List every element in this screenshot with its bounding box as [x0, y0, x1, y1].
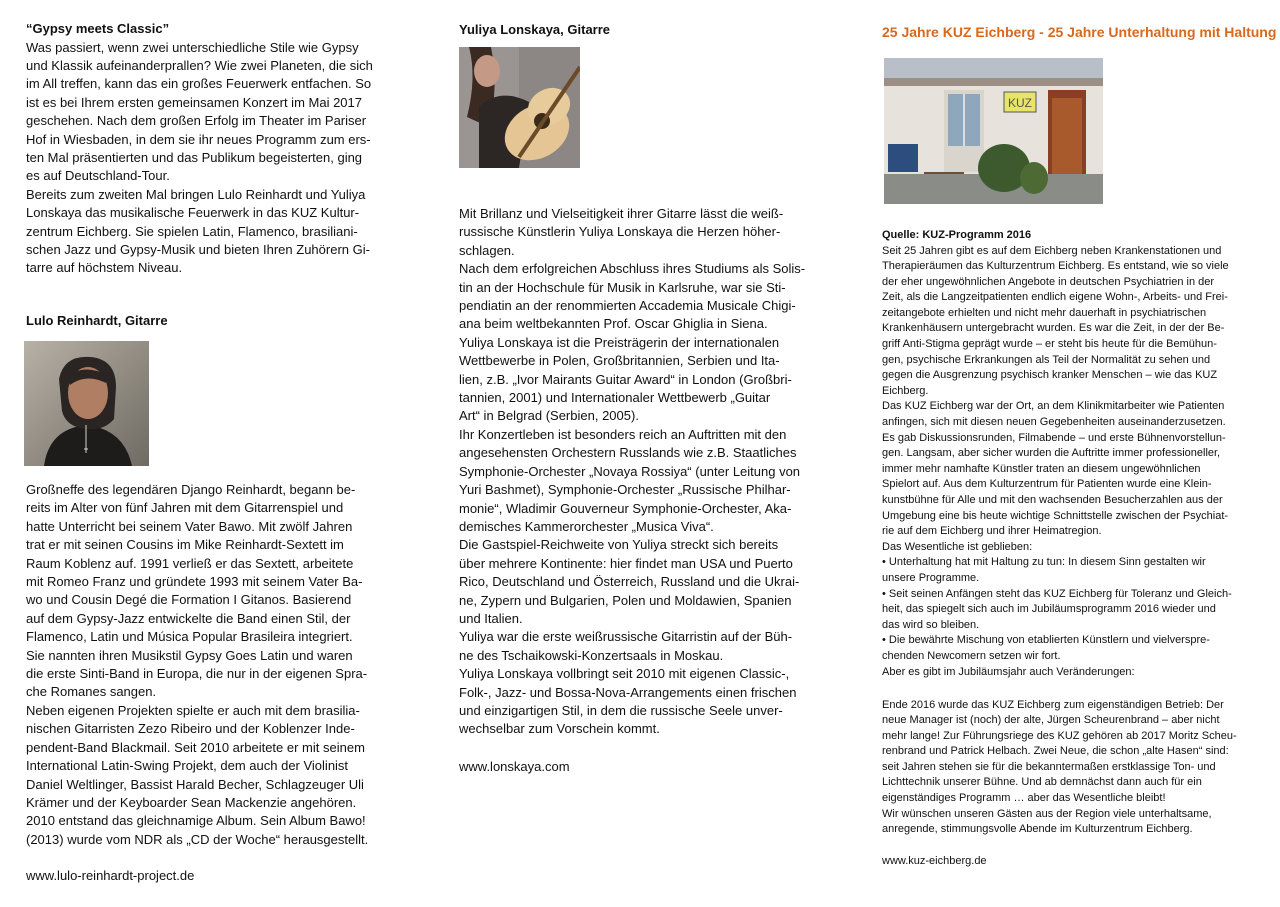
text-line: 2010 entstand das gleichnamige Album. Sein Album Bawo! — [26, 813, 366, 829]
lulo-website-link[interactable]: www.lulo-reinhardt-project.de — [26, 868, 195, 883]
text-line: Was passiert, wenn zwei unterschiedliche Stile wie Gypsy — [26, 39, 359, 55]
text-line: zentrum Eichberg. Sie spielen Latin, Flamenco, brasiliani- — [26, 223, 358, 239]
intro-paragraph — [26, 39, 406, 278]
text-line: trat er mit seinen Cousins im Mike Reinhardt-Sextett im — [26, 537, 344, 553]
text-line: Das Wesentliche ist geblieben: — [882, 540, 1033, 553]
text-line: und einzigartigen Stil, in dem die russische Seele unver- — [459, 702, 783, 718]
text-line: anfingen, sich mit diesen neuen Gegebenheiten auseinanderzusetzen. — [882, 416, 1226, 429]
text-line: kunstbühne für Alle und mit den wachsenden Besucherzahlen aus der — [882, 494, 1223, 506]
text-line: Rico, Deutschland und Österreich, Russland und die Ukrai- — [459, 574, 800, 590]
text-line: Lonskaya das musikalische Feuerwerk in das KUZ Kultur- — [26, 205, 360, 221]
text-line: pendiatin an der renommierten Accademia Musicale Chigi- — [459, 298, 796, 314]
text-line: Ende 2016 wurde das KUZ Eichberg zum eigenständigen Betrieb: Der — [882, 698, 1224, 711]
text-line: Daniel Weltlinger, Bassist Harald Becher, Schlagzeuger Uli — [26, 776, 364, 792]
text-line: Es gab Diskussionsrunden, Filmabende – und erste Bühnenvorstellun- — [882, 431, 1226, 444]
text-line: Das KUZ Eichberg war der Ort, an dem Klinikmitarbeiter wie Patienten — [882, 400, 1225, 413]
text-line: Yuliya war die erste weißrussische Gitarristin auf der Büh- — [459, 629, 793, 645]
text-line: Ihr Konzertleben ist besonders reich an Auftritten mit den — [459, 426, 787, 442]
text-line: im All treffen, kann das ein großes Feuerwerk entfachen. So — [26, 76, 372, 92]
text-line: hatte Unterricht bei seinem Vater Bawo. Mit zwölf Jahren — [26, 518, 353, 534]
text-line: tannien, 2001) und Internationaler Wettbewerb „Guitar — [459, 390, 771, 406]
text-line: gegen die Ausgrenzung psychisch kranker Menschen – wie das KUZ — [882, 369, 1218, 382]
text-line: Art“ in Belgrad (Serbien, 2005). — [459, 408, 639, 424]
text-line: neue Manager ist (noch) der alte, Jürgen Scheurenbrand – aber nicht — [882, 714, 1220, 727]
text-line: mit Romeo Franz und gründete 1993 mit seinem Vater Ba- — [26, 574, 363, 590]
text-line: ten Mal präsentierten und das Publikum begeisterten, ging — [26, 149, 363, 165]
heading-gypsy-meets-classic: “Gypsy meets Classic” — [26, 21, 170, 36]
text-line: ne, Zypern und Bulgarien, Polen und Moldawien, Spanien — [459, 592, 792, 608]
text-line: tarre auf höchstem Niveau. — [26, 260, 183, 276]
text-line: demisches Kammerorchester „Musica Viva“. — [459, 518, 714, 534]
text-line: zeitangebote erhielten und nicht mehr dauerhaft in psychiatrischen — [882, 306, 1207, 319]
text-line: es auf Deutschland-Tour. — [26, 168, 170, 184]
text-line: heit, das spiegelt sich auch im Jubiläumsprogramm 2016 wieder und — [882, 603, 1216, 616]
text-line: reits im Alter von fünf Jahren mit dem Gitarrenspiel und — [26, 500, 344, 516]
text-line: Yuliya Lonskaya vollbringt seit 2010 mit eigenen Classic-, — [459, 666, 790, 682]
text-line: das wird so bleiben. — [882, 618, 980, 631]
lulo-reinhardt-photo — [24, 341, 149, 466]
text-line: Seit 25 Jahren gibt es auf dem Eichberg neben Krankenstationen und — [882, 244, 1222, 257]
text-line: Therapieräumen das Kulturzentrum Eichberg. Es entstand, wie so viele — [882, 260, 1229, 273]
text-line: Wettbewerbe in Polen, Großbritannien, Serbien und Ita- — [459, 353, 780, 369]
text-line: Großneffe des legendären Django Reinhardt, begann be- — [26, 482, 356, 497]
text-line: russische Künstlerin Yuliya Lonskaya die Herzen höher- — [459, 224, 781, 240]
text-line: che Romanes sangen. — [26, 684, 157, 700]
text-line: immer mehr namhafte Künstler traten an diesem ungewöhnlichen — [882, 462, 1201, 475]
kuz-title: 25 Jahre KUZ Eichberg - 25 Jahre Unterhaltung mit Haltung — [882, 24, 1277, 40]
text-line: griff Anti-Stigma geprägt wurde – er steht bis heute für die Bemühun- — [882, 338, 1217, 351]
text-line: • Seit seinen Anfängen steht das KUZ Eichberg für Toleranz und Gleich- — [882, 587, 1232, 600]
text-line: Lichttechnik unserer Bühne. Und ab demnächst dann auch für ein — [882, 776, 1202, 789]
yuliya-lonskaya-photo — [459, 47, 580, 168]
text-line: anregende, stimmungsvolle Abende im Kulturzentrum Eichberg. — [882, 823, 1193, 836]
text-line: gen. Langsam, aber sicher wurden die Auftritte immer professioneller, — [882, 447, 1221, 460]
text-line: eigenständiges Programm … aber das Wesentliche bleibt! — [882, 792, 1166, 805]
text-line: Umgebung eine bis heute wichtige Schnittstelle zwischen der Psychiat- — [882, 509, 1229, 522]
text-line: Aber es gibt im Jubiläumsjahr auch Veränderungen: — [882, 665, 1135, 678]
text-line: Flamenco, Latin und Música Popular Brasileira integriert. — [26, 629, 353, 645]
text-line: chenden Newcomern setzen wir fort. — [882, 649, 1061, 662]
text-line: International Latin-Swing Projekt, dem auch der Violinist — [26, 758, 349, 774]
text-line: geschehen. Nach dem großen Erfolg im Theater im Pariser — [26, 113, 367, 129]
text-line: unsere Programme. — [882, 571, 980, 584]
text-line: gen, psychische Erkrankungen als Teil der Normalität zu sehen und — [882, 353, 1211, 366]
text-line: Symphonie-Orchester „Novaya Rossiya“ (unter Leitung von — [459, 463, 801, 479]
kuz-paragraph-1 — [882, 244, 1277, 681]
text-line: Wir wünschen unseren Gästen aus der Region viele unterhaltsame, — [882, 807, 1212, 820]
text-line: angesehensten Orchestern Russlands wie z.B. Staatliches — [459, 445, 797, 461]
heading-yuliya-lonskaya: Yuliya Lonskaya, Gitarre — [459, 22, 611, 37]
text-line: Mit Brillanz und Vielseitigkeit ihrer Gitarre lässt die weiß- — [459, 206, 784, 221]
text-line: schlagen. — [459, 242, 515, 258]
text-line: ne des Tschaikowski-Konzertsaals in Moskau. — [459, 647, 724, 663]
text-line: Krankenhäusern untergebracht wurden. Es war die Zeit, in der der Be- — [882, 322, 1225, 335]
text-line: renbrand und Patrick Helbach. Zwei Neue, die schon „alte Hasen“ sind: — [882, 745, 1229, 758]
text-line: wo und Cousin Degé die Formation I Gitanos. Basierend — [26, 592, 352, 608]
text-line: (2013) wurde vom NDR als „CD der Woche“ herausgestellt. — [26, 831, 369, 847]
yuliya-website-link[interactable]: www.lonskaya.com — [459, 759, 570, 774]
text-line: ist es bei Ihrem ersten gemeinsamen Konzert im Mai 2017 — [26, 94, 362, 110]
text-line: Bereits zum zweiten Mal bringen Lulo Reinhardt und Yuliya — [26, 186, 366, 202]
heading-lulo-reinhardt: Lulo Reinhardt, Gitarre — [26, 313, 168, 328]
text-line: nischen Gitarristen Zezo Ribeiro und der Koblenzer Inde- — [26, 721, 355, 737]
text-line: der eher ungewöhnlichen Angebote in deutschen Psychiatrien in der — [882, 275, 1215, 288]
text-line: und Klassik aufeinanderprallen? Wie zwei Planeten, die sich — [26, 57, 373, 73]
text-line: schen Jazz und Gypsy-Musik und bieten Ihren Zuhörern Gi- — [26, 241, 370, 257]
text-line: wechselbar zum Vorschein kommt. — [459, 721, 660, 737]
text-line: Krämer und der Keyboarder Sean Mackenzie angehören. — [26, 794, 357, 810]
text-line: die erste Sinti-Band in Europa, die nur in der eigenen Spra- — [26, 666, 368, 682]
text-line: Yuri Bashmet), Symphonie-Orchester „Russische Philhar- — [459, 482, 791, 498]
text-line: • Die bewährte Mischung von etablierten Künstlern und vielverspre- — [882, 634, 1210, 647]
text-line: seit Jahren stehen sie für die bekanntermaßen erstklassige Ton- und — [882, 760, 1216, 773]
text-line: Raum Koblenz auf. 1991 verließ er das Sextett, arbeitete — [26, 555, 354, 571]
kuz-building-photo — [884, 58, 1103, 204]
text-line: lien, z.B. „Ivor Mairants Guitar Award“ in London (Großbri- — [459, 371, 792, 387]
text-line: und Italien. — [459, 610, 523, 626]
text-line: Folk-, Jazz- und Bossa-Nova-Arrangements einen frischen — [459, 684, 797, 700]
text-line: auf dem Gypsy-Jazz entwickelte die Band einen Stil, der — [26, 610, 351, 626]
text-line: Neben eigenen Projekten spielte er auch mit dem brasilia- — [26, 702, 360, 718]
yuliya-bio — [459, 205, 839, 739]
text-line: Spielort auf. Aus dem Kulturzentrum für Patienten wurde eine Klein- — [882, 478, 1212, 491]
kuz-paragraph-2 — [882, 698, 1277, 838]
kuz-source: Quelle: KUZ-Programm 2016 — [882, 229, 1032, 241]
text-line: pendent-Band Blackmail. Seit 2010 arbeitete er mit seinem — [26, 739, 365, 755]
text-line: monie“, Wladimir Gouverneur Symphonie-Orchester, Aka- — [459, 500, 792, 516]
kuz-sign: KUZ — [1008, 96, 1032, 110]
text-line: Die Gastspiel-Reichweite von Yuliya streckt sich bereits — [459, 537, 779, 553]
text-line: Zeit, als die Langzeitpatienten endlich eigene Wohn-, Arbeits- und Frei- — [882, 291, 1228, 304]
text-line: Sie nannten ihren Musikstil Gypsy Goes Latin und waren — [26, 647, 353, 663]
text-line: tin an der Hochschule für Musik in Karlsruhe, war sie Sti- — [459, 279, 786, 295]
text-line: Hof in Wiesbaden, in dem sie ihr neues Programm zum ers- — [26, 131, 371, 147]
text-line: Yuliya Lonskaya ist die Preisträgerin der internationalen — [459, 334, 780, 350]
text-line: ana beim weltbekannten Prof. Oscar Ghiglia in Siena. — [459, 316, 768, 332]
text-line: Nach dem erfolgreichen Abschluss ihres Studiums als Solis- — [459, 261, 806, 277]
kuz-website-link[interactable]: www.kuz-eichberg.de — [882, 855, 987, 867]
text-line: über mehrere Kontinente: hier findet man USA und Puerto — [459, 555, 793, 571]
text-line: Eichberg. — [882, 384, 929, 397]
text-line: rie auf dem Eichberg und ihrer Heimatregion. — [882, 525, 1102, 538]
lulo-bio — [26, 481, 406, 849]
text-line: • Unterhaltung hat mit Haltung zu tun: In diesem Sinn gestalten wir — [882, 556, 1206, 569]
text-line: mehr lange! Zur Führungsriege des KUZ gehören ab 2017 Moritz Scheu- — [882, 729, 1237, 742]
